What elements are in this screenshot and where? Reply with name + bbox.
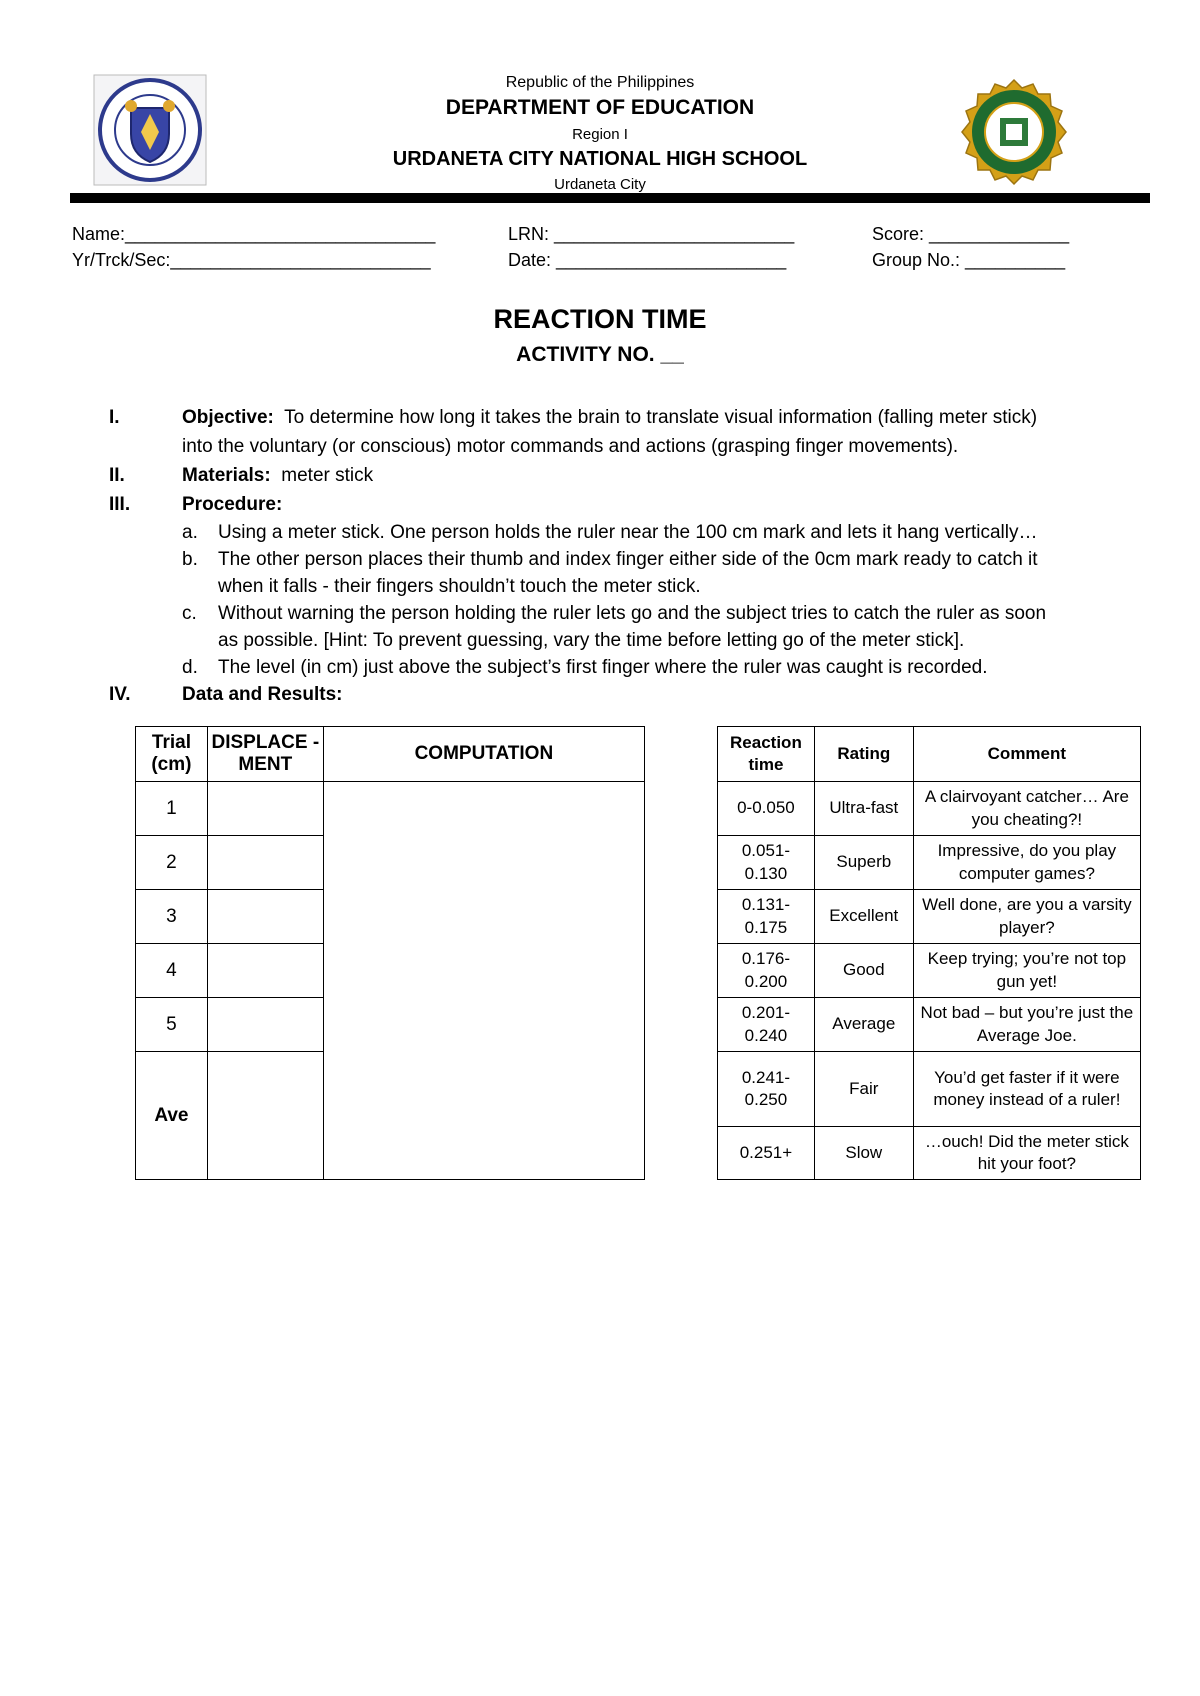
computation-cell[interactable]	[323, 782, 644, 1180]
comment-cell: A clairvoyant catcher… Are you cheating?!	[913, 782, 1140, 836]
rating-cell: Slow	[814, 1127, 913, 1180]
table-row	[718, 782, 1141, 836]
comment-cell: Keep trying; you’re not top gun yet!	[913, 944, 1140, 998]
city-text: Urdaneta City	[554, 176, 646, 193]
department-title: DEPARTMENT OF EDUCATION	[445, 96, 755, 119]
step-letter: a.	[182, 522, 198, 543]
table-row	[718, 944, 1141, 998]
materials-text: meter stick	[281, 465, 374, 486]
procedure-label: Procedure:	[182, 494, 283, 515]
page-title: REACTION TIME	[493, 304, 707, 334]
reaction-time-cell: 0.131-0.175	[718, 890, 815, 944]
displacement-cell[interactable]	[207, 998, 323, 1052]
header-divider	[70, 193, 1150, 203]
trial-number: 3	[136, 890, 208, 944]
step-text: The other person places their thumb and index finger either side of the 0cm mark ready to catch it	[218, 549, 1038, 570]
comment-cell: Well done, are you a varsity player?	[913, 890, 1140, 944]
reaction-time-header: Reaction time	[718, 727, 815, 782]
date-field: Date: _______________________	[508, 250, 787, 270]
section-number: II.	[109, 465, 125, 486]
average-label: Ave	[136, 1052, 208, 1180]
step-letter: d.	[182, 657, 198, 678]
computation-header: COMPUTATION	[323, 727, 644, 782]
comment-cell: Impressive, do you play computer games?	[913, 836, 1140, 890]
reaction-time-cell: 0.201-0.240	[718, 998, 815, 1052]
displacement-cell[interactable]	[207, 944, 323, 998]
step-text: Without warning the person holding the ruler lets go and the subject tries to catch the ruler as soon	[218, 603, 1047, 624]
region-text: Region I	[572, 126, 628, 143]
republic-text: Republic of the Philippines	[505, 74, 695, 91]
name-field: Name:_______________________________	[72, 224, 436, 244]
table-header-row	[136, 727, 645, 782]
table-row	[718, 1127, 1141, 1180]
displacement-cell[interactable]	[207, 890, 323, 944]
trial-number: 2	[136, 836, 208, 890]
materials-line	[182, 465, 373, 487]
comment-header: Comment	[913, 727, 1140, 782]
activity-number: ACTIVITY NO. __	[516, 343, 684, 366]
section-number: IV.	[109, 684, 131, 705]
school-title: URDANETA CITY NATIONAL HIGH SCHOOL	[392, 148, 808, 170]
rating-cell: Superb	[814, 836, 913, 890]
comment-cell: You’d get faster if it were money instead of a ruler!	[913, 1052, 1140, 1127]
trial-number: 1	[136, 782, 208, 836]
reaction-time-cell: 0-0.050	[718, 782, 815, 836]
table-row	[136, 782, 645, 836]
section-number: I.	[109, 407, 120, 428]
reaction-time-cell: 0.176-0.200	[718, 944, 815, 998]
table-header-row	[718, 727, 1141, 782]
rating-cell: Excellent	[814, 890, 913, 944]
step-letter: c.	[182, 603, 197, 624]
step-text: Using a meter stick. One person holds the ruler near the 100 cm mark and lets it hang vertically…	[218, 522, 1038, 543]
objective-text: To determine how long it takes the brain to translate visual information (falling meter stick)	[284, 407, 1038, 428]
materials-label: Materials:	[182, 465, 271, 486]
rating-cell: Ultra-fast	[814, 782, 913, 836]
section-number: III.	[109, 494, 131, 515]
reaction-time-cell: 0.241-0.250	[718, 1052, 815, 1127]
step-text: when it falls - their fingers shouldn’t touch the meter stick.	[218, 576, 701, 597]
data-results-label: Data and Results:	[182, 684, 343, 705]
displacement-cell[interactable]	[207, 782, 323, 836]
objective-label: Objective:	[182, 407, 274, 428]
table-row	[718, 1052, 1141, 1127]
objective-line-2: into the voluntary (or conscious) motor commands and actions (grasping finger movements).	[182, 436, 959, 457]
comment-cell: Not bad – but you’re just the Average Joe.	[913, 998, 1140, 1052]
group-field: Group No.: __________	[872, 250, 1066, 270]
lrn-field: LRN: ________________________	[508, 224, 795, 244]
trial-number: 5	[136, 998, 208, 1052]
comment-cell: …ouch! Did the meter stick hit your foot?	[913, 1127, 1140, 1180]
step-text: as possible. [Hint: To prevent guessing, vary the time before letting go of the meter stick].	[218, 630, 965, 651]
rating-header: Rating	[814, 727, 913, 782]
step-text: The level (in cm) just above the subject’s first finger where the ruler was caught is recorded.	[218, 657, 988, 678]
rating-cell: Good	[814, 944, 913, 998]
trial-header: Trial (cm)	[136, 727, 208, 782]
displacement-cell[interactable]	[207, 1052, 323, 1180]
section-field: Yr/Trck/Sec:__________________________	[72, 250, 431, 270]
displacement-header: DISPLACE -MENT	[207, 727, 323, 782]
table-row	[718, 836, 1141, 890]
rating-cell: Fair	[814, 1052, 913, 1127]
displacement-cell[interactable]	[207, 836, 323, 890]
rating-cell: Average	[814, 998, 913, 1052]
trial-number: 4	[136, 944, 208, 998]
reaction-time-cell: 0.051-0.130	[718, 836, 815, 890]
trial-table	[135, 726, 645, 1180]
rating-table	[717, 726, 1141, 1180]
score-field: Score: ______________	[872, 224, 1070, 244]
objective-line-1	[182, 407, 1037, 429]
reaction-time-cell: 0.251+	[718, 1127, 815, 1180]
table-row	[718, 890, 1141, 944]
step-letter: b.	[182, 549, 198, 570]
table-row	[718, 998, 1141, 1052]
